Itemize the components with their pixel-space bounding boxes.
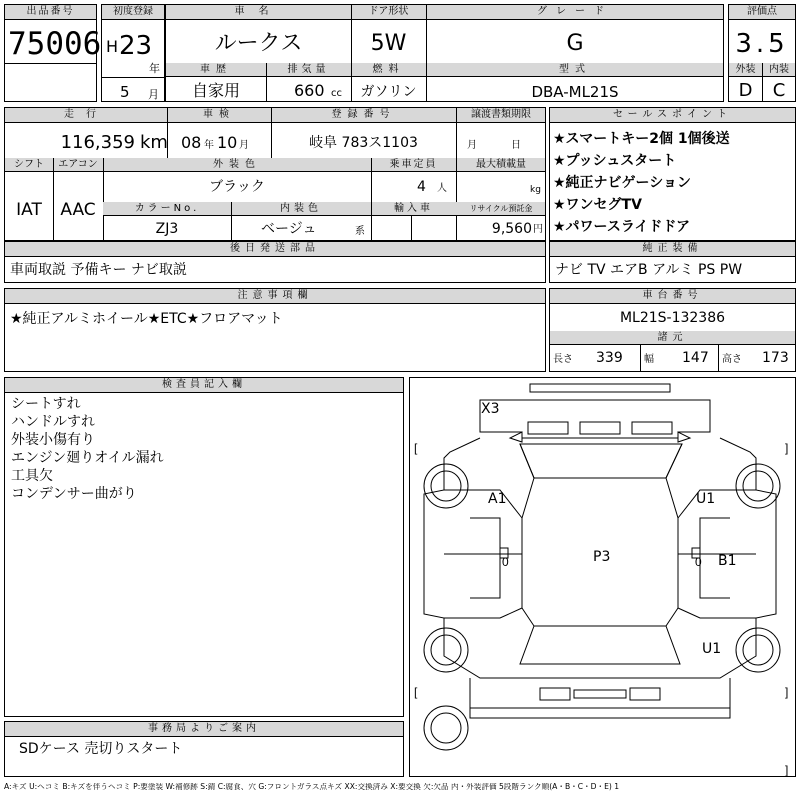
inspection-month: 10: [217, 133, 238, 152]
first-registration-label: 初度登録: [102, 5, 164, 20]
mileage-unit: km: [140, 132, 168, 153]
fuel-value: ガソリン: [360, 84, 417, 100]
first-registration-year: 23: [119, 31, 153, 61]
import-label: 輸入車: [394, 203, 433, 214]
inspector-line: 工具欠: [11, 468, 53, 484]
chassis-box: [549, 288, 796, 372]
svg-text:]: ]: [785, 441, 789, 455]
ext-color-label: 外装色: [213, 159, 261, 170]
capacity-unit: 人: [437, 183, 447, 194]
recycle-value: 9,560: [491, 221, 532, 237]
first-registration-year-unit: 年: [149, 62, 160, 75]
damage-mark-b1: B1: [718, 553, 737, 569]
damage-mark-a1: A1: [488, 491, 507, 507]
first-registration-month: 5: [120, 83, 130, 101]
model-value: DBA-ML21S: [531, 83, 619, 101]
lot-number-box: [4, 4, 102, 102]
capacity-label: 乗車定員: [389, 159, 438, 170]
score-value: 3.5: [735, 29, 789, 59]
office-label: 事務局よりご案内: [5, 722, 403, 737]
inspector-line: シートすれ: [11, 396, 81, 412]
displacement-unit: cc: [331, 88, 342, 99]
plate-value: 岐阜 783ス1103: [309, 135, 418, 151]
length-value: 339: [596, 350, 623, 366]
first-registration-month-unit: 月: [148, 88, 159, 101]
max-load-label: 最大積載量: [476, 159, 526, 170]
length-label: 長さ: [553, 354, 573, 365]
transfer-label: 譲渡書類期限: [471, 109, 531, 120]
damage-mark-x3: X3: [481, 401, 500, 417]
selling-point-item: ★スマートキー2個 1個後送: [553, 131, 730, 147]
dims-label: 諸元: [657, 332, 688, 343]
color-no-label: カラーNo.: [134, 203, 200, 214]
interior-score-label: 内装: [769, 64, 789, 75]
svg-text:0: 0: [502, 555, 509, 569]
first-registration-box: [101, 4, 165, 102]
inspector-line: 外装小傷有り: [11, 432, 95, 448]
legend-text: A:キズ U:ヘコミ B:キズを伴うヘコミ P:要塗装 W:補修跡 S:錆 C:腐食、穴 G:フロントガラス点キズ XX:交換済み X:要交換 欠:欠品 内・外装評価 5段階ランク順(A・B・C・D・E) 1: [4, 783, 620, 791]
door-label: ドア形状: [368, 6, 409, 17]
color-no-value: ZJ3: [155, 221, 179, 237]
notes-value: ★純正アルミホイール★ETC★フロアマット: [10, 311, 283, 327]
car-diagram: [409, 377, 796, 777]
mileage-value: 116,359: [60, 132, 135, 153]
model-label: 型式: [559, 64, 591, 75]
svg-text:[: [: [414, 441, 418, 455]
height-value: 173: [762, 350, 789, 366]
selling-point-item: ★ワンセグTV: [553, 197, 642, 213]
car-name-label: 車名: [234, 6, 283, 17]
office-box: [4, 721, 404, 777]
fuel-label: 燃料: [372, 64, 405, 75]
inspector-box: [4, 377, 404, 717]
car-outline-diagram: [410, 378, 795, 776]
capacity-value: 4: [417, 179, 426, 195]
detail-box: [4, 107, 546, 241]
damage-mark-u1-bottom: U1: [702, 641, 722, 657]
displacement-label: 排気量: [287, 64, 330, 75]
inspector-line: エンジン廻りオイル漏れ: [11, 450, 164, 466]
selling-points-label: セールスポイント: [550, 108, 795, 123]
svg-text:0: 0: [695, 555, 702, 569]
grade-label: グレード: [537, 6, 613, 17]
chassis-label: 車台番号: [550, 289, 795, 304]
lot-number-label: 出品番号: [5, 5, 96, 20]
svg-text:[: [: [414, 685, 418, 699]
width-value: 147: [682, 350, 709, 366]
notes-box: [4, 288, 546, 372]
score-label: 評価点: [729, 5, 795, 20]
door-value: 5W: [370, 31, 407, 56]
inspector-line: ハンドルすれ: [11, 414, 95, 430]
car-name-value: ルークス: [214, 31, 303, 56]
shift-label: シフト: [14, 159, 44, 170]
notes-label: 注意事項欄: [5, 289, 545, 304]
int-color-unit: 系: [355, 226, 365, 237]
ext-color-value: ブラック: [209, 179, 265, 195]
selling-point-item: ★プッシュスタート: [553, 153, 677, 169]
office-value: SDケース 売切りスタート: [19, 741, 183, 757]
svg-text:]: ]: [785, 763, 789, 776]
exterior-score-value: D: [738, 80, 753, 101]
equipment-value: ナビ TV エアB アルミ PS PW: [555, 262, 743, 278]
transfer-month-unit: 月: [467, 140, 477, 151]
damage-mark-p3: P3: [593, 549, 611, 565]
displacement-value: 660: [294, 81, 325, 100]
later-parts-label: 後日発送部品: [5, 242, 545, 257]
first-registration-era: H: [106, 37, 119, 56]
aircon-value: AAC: [60, 200, 96, 220]
equipment-box: [549, 241, 796, 283]
int-color-value: ベージュ: [261, 221, 317, 237]
exterior-score-label: 外装: [735, 64, 756, 75]
selling-point-item: ★純正ナビゲーション: [553, 175, 691, 191]
later-parts-box: [4, 241, 546, 283]
max-load-unit: kg: [530, 185, 541, 195]
inspector-label: 検査員記入欄: [5, 378, 403, 393]
int-color-label: 内装色: [280, 203, 322, 214]
transfer-day-unit: 日: [511, 140, 521, 151]
grade-value: G: [566, 31, 584, 56]
equipment-label: 純正装備: [550, 242, 795, 257]
svg-text:]: ]: [785, 685, 789, 699]
aircon-label: エアコン: [58, 159, 98, 170]
inspection-year-unit: 年: [204, 140, 214, 151]
inspection-label: 車検: [203, 109, 235, 120]
selling-point-item: ★パワースライドドア: [553, 219, 691, 235]
interior-score-value: C: [772, 80, 786, 101]
later-parts-value: 車両取説 予備キー ナビ取説: [10, 262, 187, 278]
chassis-value: ML21S-132386: [619, 310, 726, 326]
damage-mark-u1-top: U1: [696, 491, 716, 507]
car-info-box: [165, 4, 724, 102]
recycle-unit: 円: [533, 224, 543, 235]
inspection-year: 08: [181, 133, 202, 152]
inspector-line: コンデンサー曲がり: [11, 486, 137, 502]
lot-number-value: 75006: [8, 26, 102, 62]
height-label: 高さ: [722, 354, 742, 365]
selling-points-box: [549, 107, 796, 241]
shift-value: IAT: [16, 200, 42, 220]
mileage-label: 走行: [64, 109, 108, 120]
history-value: 自家用: [191, 81, 240, 100]
inspection-month-unit: 月: [239, 140, 249, 151]
history-label: 車歴: [200, 64, 232, 75]
score-box: [728, 4, 796, 102]
recycle-label: リサイクル預託金: [469, 204, 533, 213]
plate-label: 登録番号: [331, 109, 396, 120]
width-label: 幅: [644, 354, 654, 365]
